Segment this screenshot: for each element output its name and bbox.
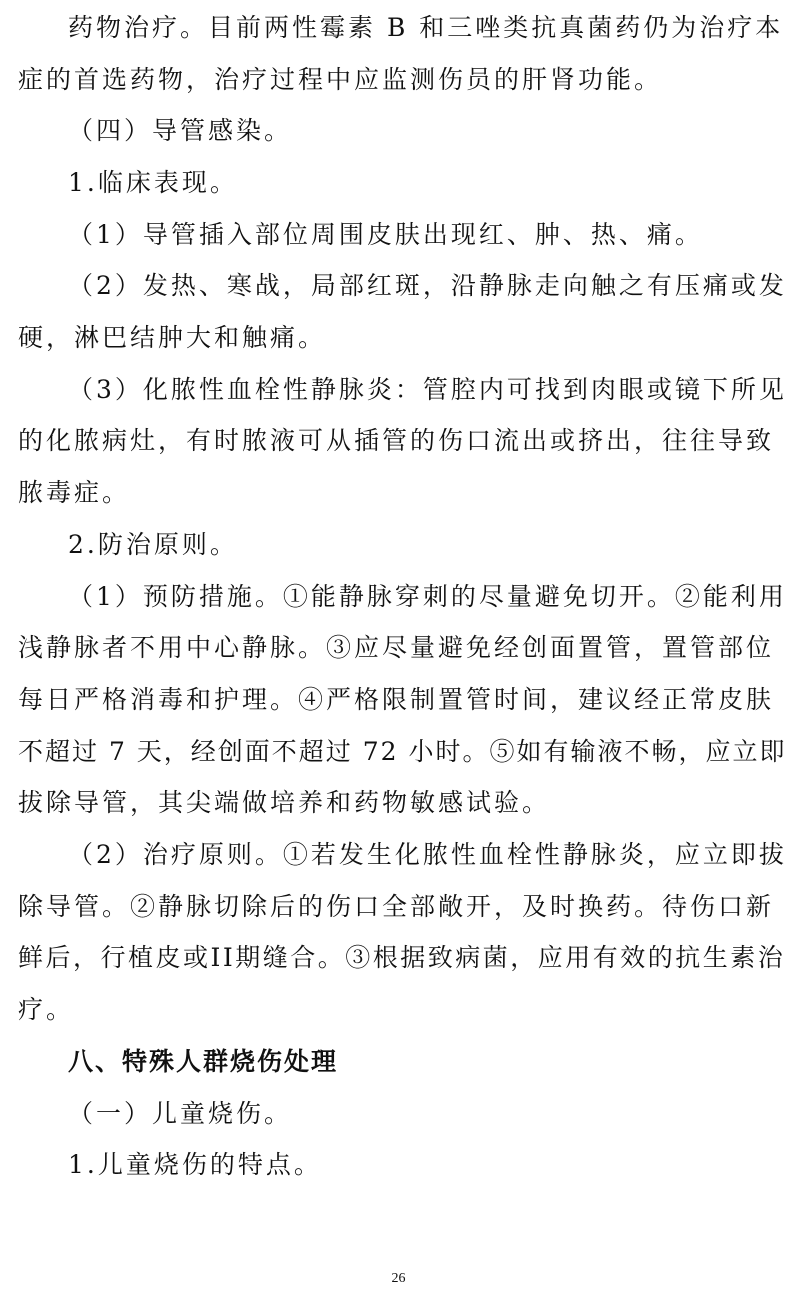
text-line: 药物治疗。目前两性霉素 B 和三唑类抗真菌药仍为治疗本 xyxy=(68,13,784,42)
text-line: 不超过 7 天，经创面不超过 72 小时。⑤如有输液不畅，应立即 xyxy=(18,737,787,766)
subsection-heading: 1.临床表现。 xyxy=(68,168,238,197)
subsection-heading: 1.儿童烧伤的特点。 xyxy=(68,1150,322,1179)
page-number: 26 xyxy=(391,1271,406,1286)
text-line: 除导管。②静脉切除后的伤口全部敞开，及时换药。待伤口新 xyxy=(18,892,775,921)
text-line: 症的首选药物，治疗过程中应监测伤员的肝肾功能。 xyxy=(18,65,663,94)
section-heading: （一）儿童烧伤。 xyxy=(68,1099,293,1128)
section-heading: （四）导管感染。 xyxy=(68,116,293,145)
text-line: （3）化脓性血栓性静脉炎：管腔内可找到肉眼或镜下所见 xyxy=(68,375,787,404)
text-line: （2）发热、寒战，局部红斑，沿静脉走向触之有压痛或发 xyxy=(68,271,787,300)
chapter-heading: 八、特殊人群烧伤处理 xyxy=(68,1047,339,1076)
text-line: 疗。 xyxy=(18,995,75,1024)
text-line: （2）治疗原则。①若发生化脓性血栓性静脉炎，应立即拔 xyxy=(68,840,787,869)
text-line: 每日严格消毒和护理。④严格限制置管时间，建议经正常皮肤 xyxy=(18,685,775,714)
text-line: 浅静脉者不用中心静脉。③应尽量避免经创面置管，置管部位 xyxy=(18,633,775,662)
text-line: 硬，淋巴结肿大和触痛。 xyxy=(18,323,327,352)
text-line: 鲜后，行植皮或II期缝合。③根据致病菌，应用有效的抗生素治 xyxy=(18,943,786,972)
text-line: 的化脓病灶，有时脓液可从插管的伤口流出或挤出，往往导致 xyxy=(18,426,775,455)
text-line: 拔除导管，其尖端做培养和药物敏感试验。 xyxy=(18,788,551,817)
text-line: 脓毒症。 xyxy=(18,478,131,507)
text-line: （1）预防措施。①能静脉穿刺的尽量避免切开。②能利用 xyxy=(68,582,787,611)
text-line: （1）导管插入部位周围皮肤出现红、肿、热、痛。 xyxy=(68,220,703,249)
subsection-heading: 2.防治原则。 xyxy=(68,530,238,559)
